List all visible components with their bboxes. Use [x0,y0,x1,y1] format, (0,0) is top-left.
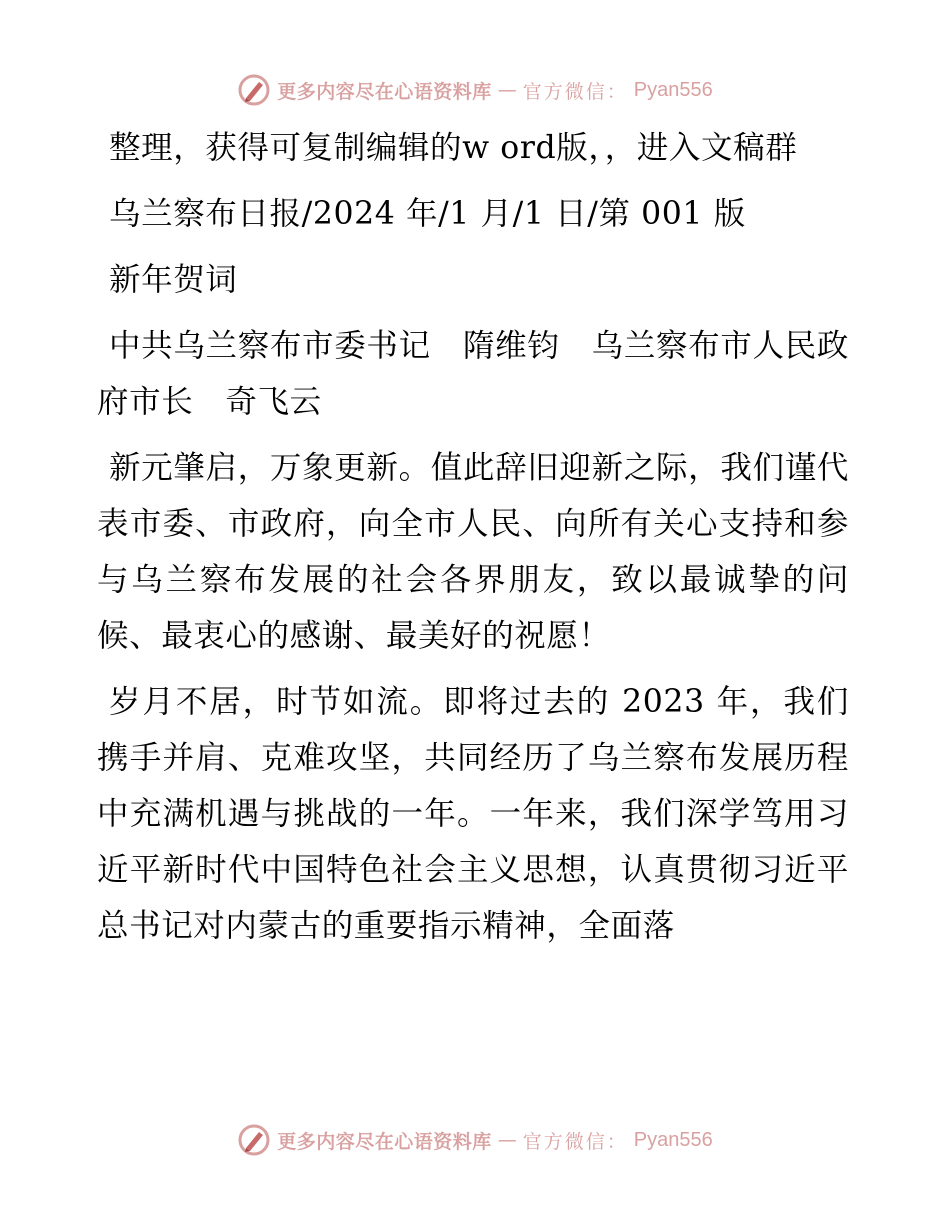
banner-wechat-label: 官方微信： [522,80,628,103]
document-title: 新年贺词 [109,262,238,298]
banner-wechat-id: Pyan556 [633,1128,713,1151]
header-watermark-banner [0,70,950,110]
banner-wechat-id: Pyan556 [633,78,713,101]
paragraph-intro: 整理，获得可复制编辑的w ord版，，进入文稿群 [109,130,798,166]
paragraph-greeting: 新元肇启，万象更新。值此辞旧迎新之际，我们谨代表市委、市政府，向全市人民、向所有关心支持和参与乌兰察布发展的社会各界朋友，致以最诚挚的问候、最衷心的感谢、最美好的祝愿！ [97,450,849,654]
banner-text: 更多内容尽在心语资料库 [277,80,492,103]
pen-logo-icon [237,1123,271,1157]
banner-separator: — [497,1129,517,1151]
pen-logo-icon [237,73,271,107]
footer-watermark-banner [0,1120,950,1160]
banner-text: 更多内容尽在心语资料库 [277,1130,492,1153]
document-body [97,120,849,964]
paragraph-authors: 中共乌兰察布市委书记 隋维钧 乌兰察布市人民政府市长 奇飞云 [97,328,849,420]
banner-separator: — [497,79,517,101]
banner-wechat-label: 官方微信： [522,1130,628,1153]
paragraph-source: 乌兰察布日报/2024 年/1 月/1 日/第 001 版 [109,196,746,232]
paragraph-review: 岁月不居，时节如流。即将过去的 2023 年，我们携手并肩、克难攻坚，共同经历了乌兰察布发展历程中充满机遇与挑战的一年。一年来，我们深学笃用习近平新时代中国特色社会主义思想，认真贯彻习近平总书记对内蒙古的重要指示精神，全面落 [97,684,849,944]
